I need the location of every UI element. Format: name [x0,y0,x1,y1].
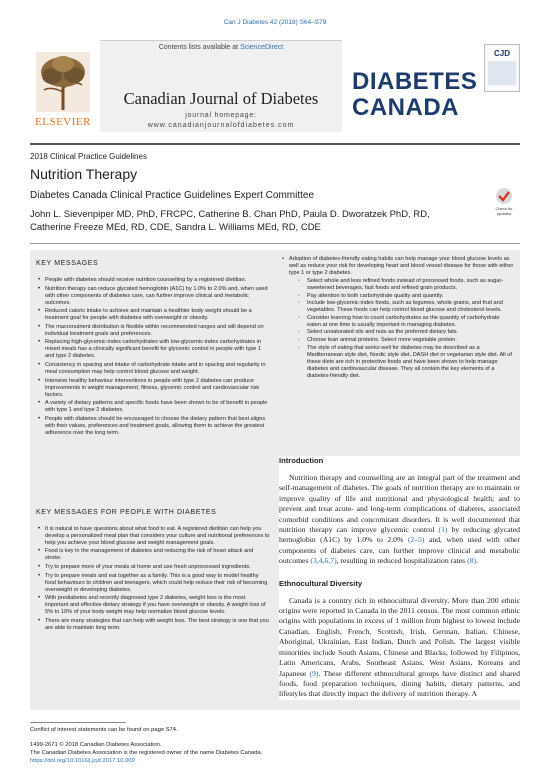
people-messages-heading: KEY MESSAGES FOR PEOPLE WITH DIABETES [36,508,217,516]
key-messages-heading: KEY MESSAGES [36,260,99,267]
reference-link[interactable]: (3,4,6,7) [310,556,337,566]
intro-text-1: Nutrition therapy and counselling are an integral part of the treatment and self-management of diabetes. The goals of nutrition therapy are to maintain or improve quality of life and nutritional and physiological health; and to prevent and treat acute- and long-term complications of diabetes, associated comorbid conditions and concomitant disorders. It is well documented that nutrition therapy can improve glycemic control [279,473,520,535]
eating-habits-list [280,256,514,380]
trademark-note: The Canadian Diabetes Association is the registered owner of the name Diabetes Canada. [30,750,263,756]
list-item: • Try to prepare more of your meals at home and use fresh unprocessed ingredients. [36,564,270,571]
issn-copyright: 1499-2671 © 2018 Canadian Diabetes Association. [30,742,162,748]
list-item: • It is natural to have questions about what food to eat. A registered dietitian can help you develop a personalized meal plan that considers your culture and nutritional preferences to help you achieve your blood glucose and weight management goals. [36,526,270,547]
list-item: • Try to prepare meals and eat together as a family. This is a good way to model healthy food behaviours to children and teenagers, which could help reduce their risk of becoming overweight or developing diabetes. [36,573,270,594]
logo-line-1: DIABETES [352,68,478,95]
journal-title: Canadian Journal of Diabetes [123,89,319,108]
list-item: • People with diabetes should be encouraged to choose the dietary pattern that best aligns with their values, preferences and treatment goals, allowing them to achieve the greatest adherence over the long term. [36,416,270,437]
elsevier-logo[interactable] [30,40,96,132]
body-text-column [279,456,520,700]
list-item: ◦ Select unsaturated oils and nuts as the preferred dietary fats. [289,329,514,336]
list-item: • Intensive healthy behaviour interventions in people with type 2 diabetes can produce improvements in weight management, fitness, glycemic control and cardiovascular risk factors. [36,378,270,399]
author-list: John L. Sievenpiper MD, PhD, FRCPC, Catherine B. Chan PhD, Paula D. Dworatzek PhD, RD, Catherine Freeze MEd, RD, CDE, Sandra L. Williams MEd, RD, CDE [30,209,430,233]
list-item: • Food is key in the management of diabetes and reducing the risk of heart attack and stroke. [36,548,270,562]
list-item: • There are many strategies that can help with weight loss. The best strategy is one that you are able to maintain long term. [36,618,270,632]
conflict-of-interest-note: Conflict of interest statements can be found on page S74. [30,727,178,733]
check-for-updates-button[interactable] [488,186,520,214]
diabetes-canada-logo [352,50,476,132]
ethnocultural-heading: Ethnocultural Diversity [279,578,363,588]
intro-text-2: by reducing glycated hemoglobin (A1C) by 1.0% to 2.0% [279,525,520,545]
journal-header [30,40,520,132]
people-messages-section [36,509,270,632]
list-item: • Nutrition therapy can reduce glycated hemoglobin (A1C) by 1.0% to 2.0% and, when used with other components of diabetes care, can further improve clinical and metabolic outcomes. [36,286,270,307]
elsevier-tree-icon [36,52,90,112]
reference-link[interactable]: (1) [438,525,448,535]
logo-line-2: CANADA [352,94,459,121]
list-item: ◦ Include low-glycemic-index foods, such as legumes, whole grains, and fruit and vegetables. These foods can help control blood glucose and cholesterol levels. [289,300,514,314]
reference-link[interactable]: (8) [467,556,477,566]
journal-cover-thumbnail[interactable] [484,44,520,92]
list-item: ◦ Choose lean animal proteins. Select more vegetable protein. [289,337,514,344]
introduction-heading: Introduction [279,456,324,465]
eth-text-2: . These different ethnocultural groups have distinct and shared foods, food preparation techniques, dining habits, dietary patterns, and lifestyles that directly impact the delivery of nutrition therapy. A [279,668,520,699]
reference-link[interactable]: (9) [309,668,319,678]
sciencedirect-link[interactable]: ScienceDirect [240,44,284,51]
header-divider [30,143,520,145]
eth-text-1: Canada is a country rich in ethnocultural diversity. More than 200 ethnic origins were reported in Canada in the 2011 census. The most common ethnic origins with populations in excess of 1 million from highest to lowest include Canadian, English, French, Scottish, Irish, German, Italian, Chinese, Aboriginal, Ukrainian, East Indian, Dutch and Polish. The largest visible minorities include South Asians, Chinese and Blacks, followed by Filipinos, Latin Americans, Arabs, Southeast Asians, West Asians, Koreans and Japanese [279,595,520,678]
contents-prefix: Contents lists available at [158,44,241,51]
doi-link[interactable]: https://doi.org/10.1016/j.jcjd.2017.10.009 [30,758,135,764]
author-divider [30,243,520,244]
journal-citation[interactable]: Can J Diabetes 42 (2018) S64–S79 [223,19,327,26]
cover-letters: CJD [493,49,510,58]
eating-habits-sublist [289,278,514,380]
people-messages-list [36,526,270,632]
contents-line [100,44,342,51]
journal-banner [100,40,342,132]
list-item: ◦ Select whole and less refined foods instead of processed foods, such as sugar-sweetened beverages, fast foods and refined grain products. [289,278,514,292]
list-item: • A variety of dietary patterns and specific foods have been shown to be of benefit in people with type 1 and type 2 diabetes. [36,400,270,414]
list-item: • The macronutrient distribution is flexible within recommended ranges and will depend on individual treatment goals and preferences. [36,324,270,338]
publisher-name: ELSEVIER [35,116,91,128]
intro-text-5: . [476,556,478,566]
introduction-paragraph [279,473,520,567]
list-item: • Replacing high-glycemic-index carbohydrates with low-glycemic-index carbohydrates in mixed meals has a clinically significant benefit for glycemic control in people with type 1 and type 2 diabetes. [36,339,270,360]
eating-habits-intro: Adoption of diabetes-friendly eating habits can help manage your blood glucose levels as well as reduce your risk for developing heart and blood vessel disease for those with either type 1 or type 2 diabetes. [289,256,514,276]
list-item: • With prediabetes and recently diagnosed type 2 diabetes, weight loss is the most important and effective dietary strategy if you have overweight or obesity. A weight loss of 5% to 10% of your body weight may help normalize blood glucose levels. [36,595,270,616]
committee-name: Diabetes Canada Clinical Practice Guidelines Expert Committee [30,190,315,201]
list-item: ◦ The style of eating that works well for diabetes may be described as a Mediterranean style diet, Nordic style diet, DASH diet or vegetarian style diet. All of these diets are rich in protective foods and have been shown to help manage diabetes and cardiovascular disease. They all contain the key elements of a diabetes-friendly diet. [289,345,514,380]
list-item: ◦ Pay attention to both carbohydrate quality and quantity. [289,293,514,300]
homepage-url[interactable]: www.canadianjournalofdiabetes.com [147,122,295,129]
article-title: Nutrition Therapy [30,166,138,182]
cover-image [488,61,516,85]
ethnocultural-paragraph [279,596,520,700]
list-item: ◦ Consider learning how to count carbohydrates as the quantity of carbohydrate eaten at one time is usually important in managing diabetes. [289,315,514,329]
list-item [280,256,514,380]
article-series: 2018 Clinical Practice Guidelines [30,152,147,161]
check-updates-icon [488,186,520,206]
reference-link[interactable]: (2–5) [407,535,425,545]
intro-text-3: and, when used with other components of diabetes care, can further improve clinical and metabolic outcomes [279,535,521,566]
homepage-label: journal homepage: [185,112,257,119]
check-updates-label: Check for updates [495,206,513,216]
key-messages-left [36,260,270,633]
key-messages-list [36,277,270,437]
list-item: • People with diabetes should receive nutrition counselling by a registered dietitian. [36,277,270,284]
list-item: • Consistency in spacing and intake of carbohydrate intake and in spacing and regularity in meal consumption may help control blood glucose and weight. [36,362,270,376]
footnote-divider [30,722,126,723]
intro-text-4: , resulting in reduced hospitalization rates [336,556,468,566]
key-messages-right [280,256,514,380]
list-item: • Reduced caloric intake to achieve and maintain a healthier body weight should be a treatment goal for people with diabetes with overweight or obesity. [36,308,270,322]
